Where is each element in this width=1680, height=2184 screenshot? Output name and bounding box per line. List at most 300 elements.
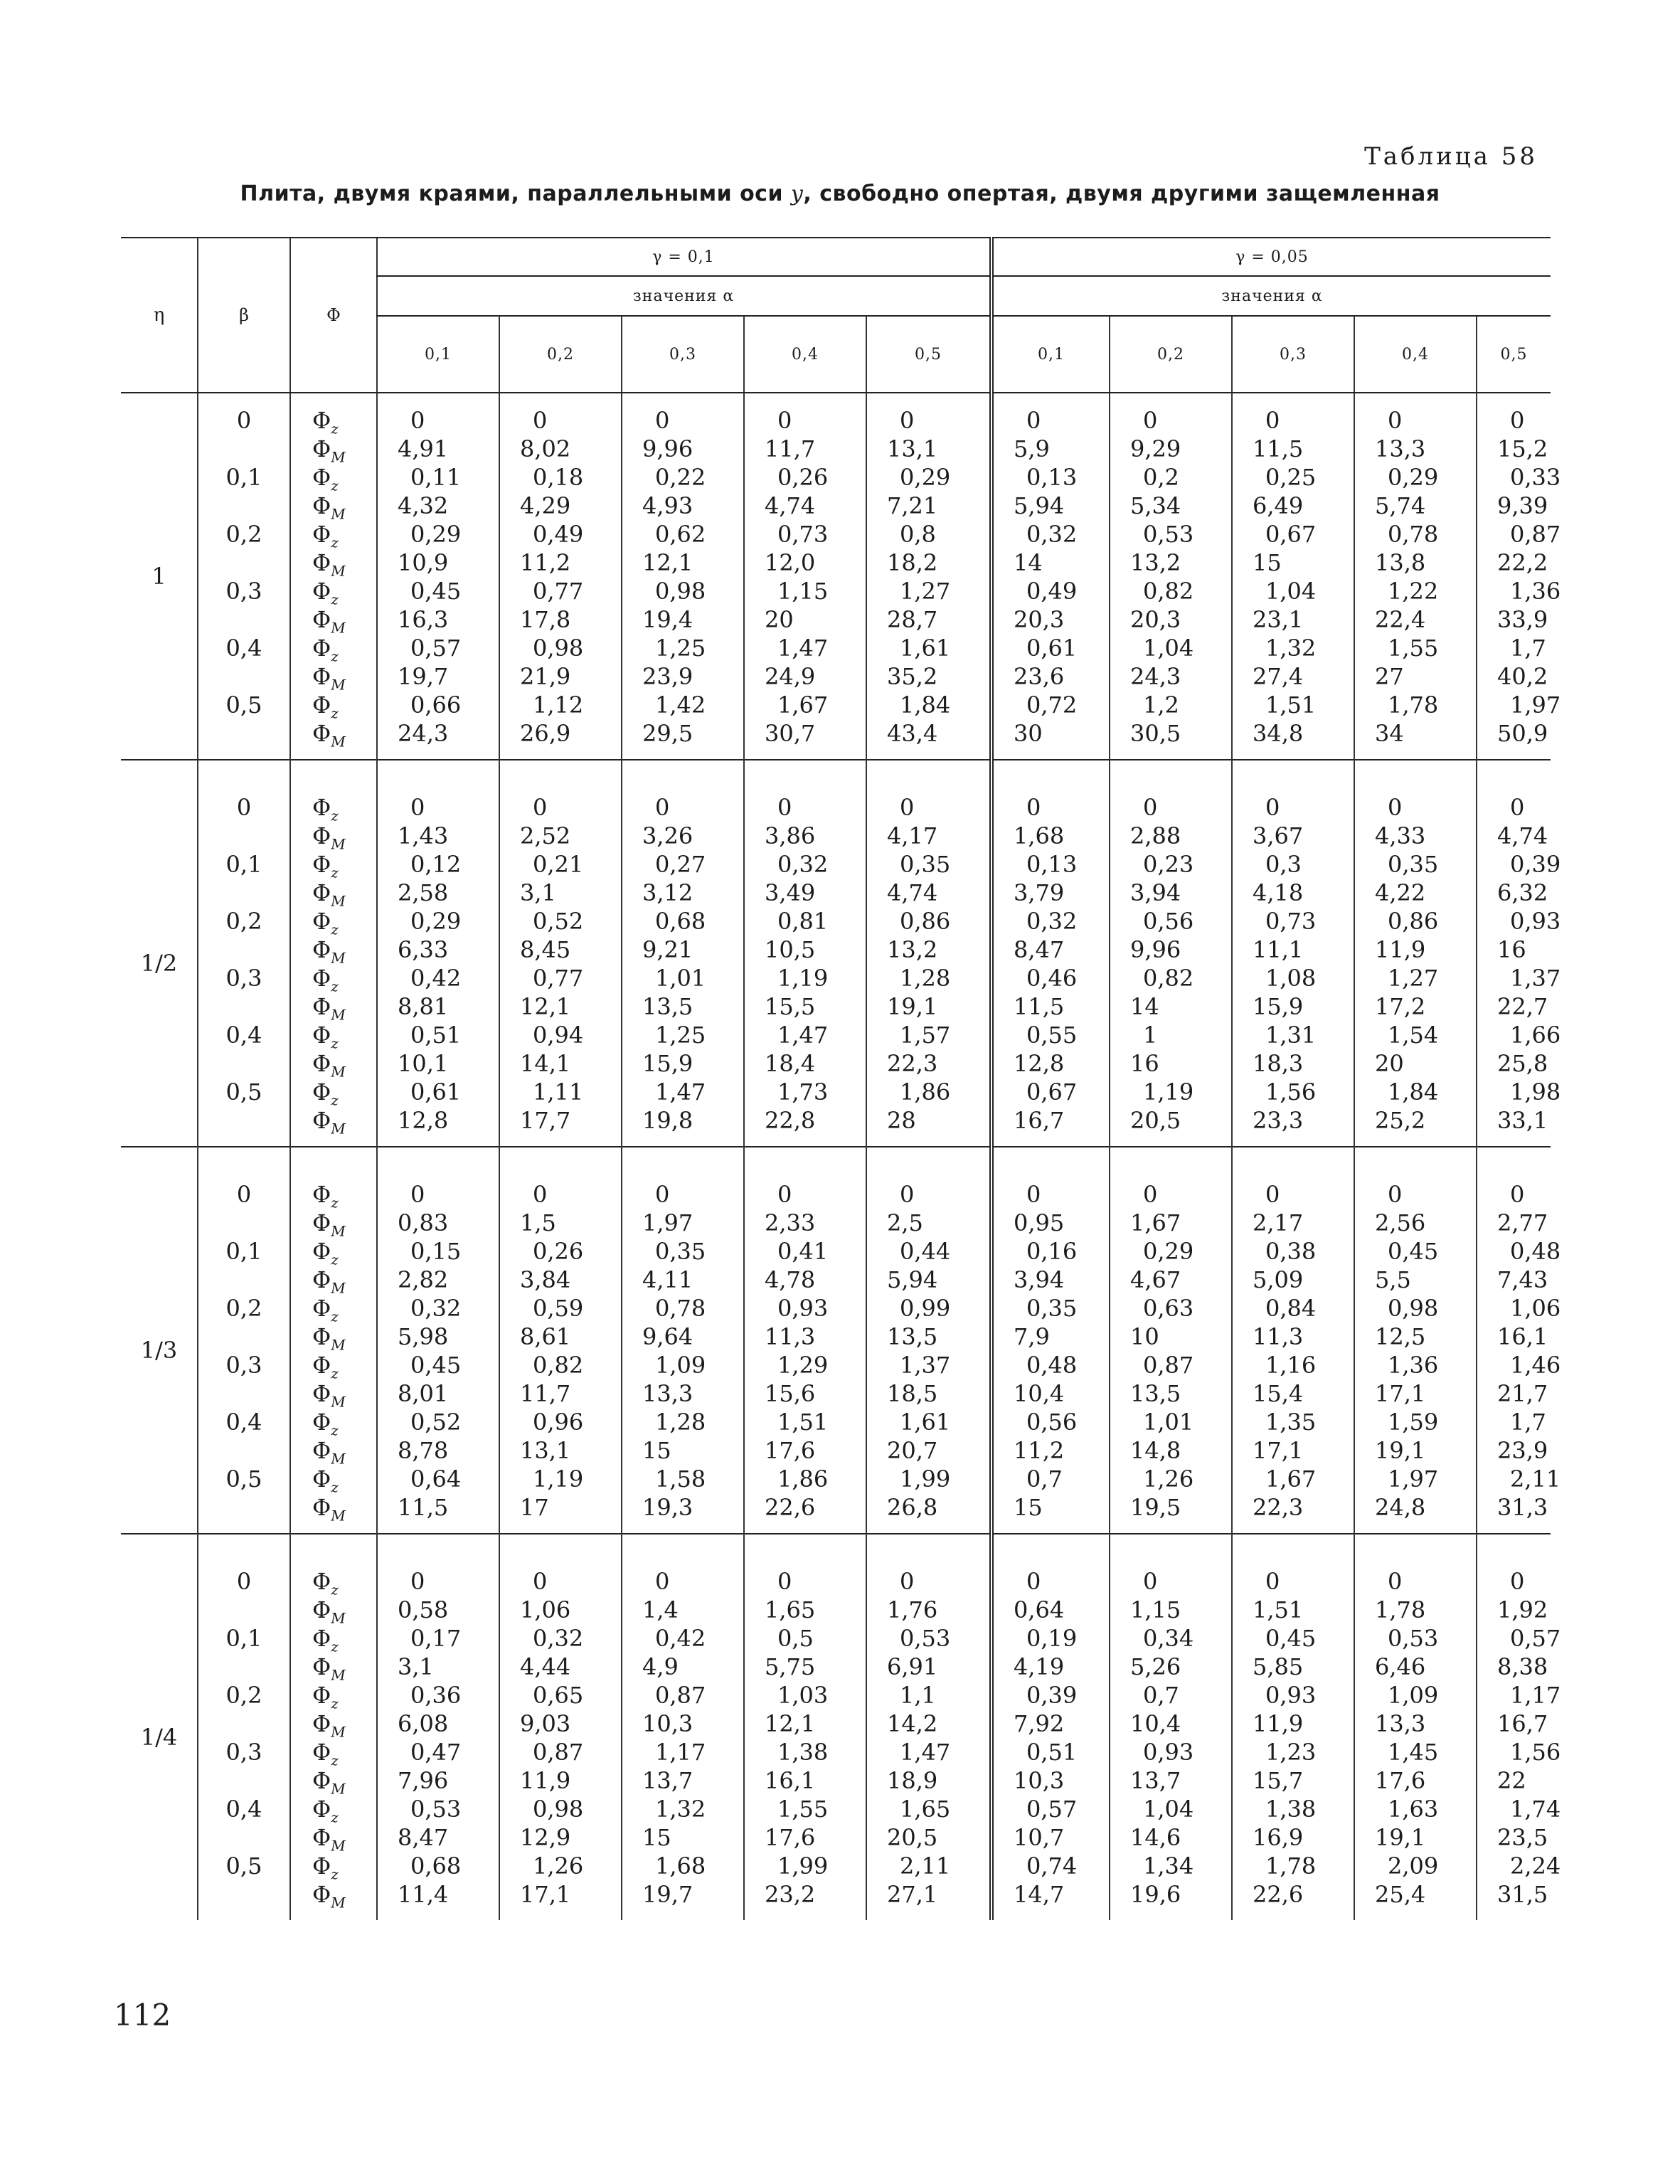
beta-column — [198, 780, 290, 1147]
phi-m-value: 3,86 — [765, 822, 816, 849]
phi-z-value: 0,25 — [1265, 464, 1317, 491]
phi-z-value: 0 — [1143, 1181, 1158, 1208]
phi-z-value: 0 — [777, 794, 792, 821]
phi-m-value: 9,29 — [1130, 435, 1181, 462]
beta-value: 0,4 — [225, 635, 262, 662]
phi-m-value: 5,94 — [887, 1266, 938, 1293]
phi-z-value: 2,09 — [1388, 1852, 1439, 1880]
phi-z-value: 0 — [1265, 1568, 1280, 1595]
phi-m-value: 3,1 — [398, 1653, 434, 1680]
value-column-g2-a4 — [1477, 1167, 1561, 1534]
value-column-g1-a1 — [499, 780, 622, 1147]
phi-z-value: 0 — [533, 794, 548, 821]
phi-z-value: 0,68 — [655, 908, 706, 935]
value-column-g1-a3 — [744, 1167, 866, 1534]
phi-z-value: 0,29 — [410, 521, 462, 548]
phi-m-value: 8,47 — [398, 1824, 449, 1851]
beta-value: 0 — [236, 1568, 252, 1595]
phi-m-value: 20 — [765, 606, 794, 633]
phi-z-label: $\Phi_z$ — [312, 1852, 339, 1883]
phi-z-value: 0,22 — [655, 464, 706, 491]
phi-z-value: 0,78 — [655, 1295, 706, 1322]
phi-z-value: 1,04 — [1143, 1796, 1194, 1823]
alpha-values-header-1: значения α — [377, 276, 991, 316]
alpha-values-header-2: значения α — [991, 276, 1551, 316]
phi-m-label: $\Phi_M$ — [312, 936, 346, 967]
alpha-col-g1-1: 0,2 — [499, 316, 622, 393]
value-column-g2-a4 — [1477, 780, 1561, 1147]
phi-z-value: 1,74 — [1510, 1796, 1561, 1823]
phi-z-value: 0,35 — [900, 851, 951, 878]
value-column-g1-a4 — [866, 780, 991, 1147]
phi-z-value: 0,45 — [410, 1352, 462, 1379]
caption-text-start: Плита, двумя краями, параллельными оси — [240, 181, 791, 206]
phi-m-value: 8,61 — [520, 1323, 571, 1350]
phi-m-value: 14,8 — [1130, 1437, 1181, 1464]
phi-z-value: 1,2 — [1143, 691, 1179, 719]
phi-m-value: 4,44 — [520, 1653, 571, 1680]
phi-m-value: 13,3 — [1375, 1710, 1426, 1737]
phi-z-value: 0,26 — [533, 1238, 584, 1265]
phi-m-value: 50,9 — [1497, 720, 1548, 747]
phi-m-value: 11,5 — [398, 1494, 449, 1521]
phi-z-value: 1,16 — [1265, 1352, 1317, 1379]
phi-m-value: 14,2 — [887, 1710, 938, 1737]
phi-z-value: 1,7 — [1510, 1409, 1546, 1436]
phi-z-value: 0 — [1388, 794, 1403, 821]
phi-z-value: 1,66 — [1510, 1022, 1561, 1049]
phi-m-value: 17,6 — [765, 1437, 816, 1464]
phi-z-value: 0,26 — [777, 464, 829, 491]
table-caption — [0, 181, 1680, 206]
eta-header: η — [121, 238, 198, 393]
phi-z-value: 0,68 — [410, 1852, 462, 1880]
phi-m-value: 31,5 — [1497, 1881, 1548, 1908]
phi-z-value: 1,55 — [1388, 635, 1439, 662]
phi-z-value: 1,23 — [1265, 1739, 1317, 1766]
phi-z-value: 0 — [1026, 407, 1041, 434]
phi-z-value: 1,19 — [777, 965, 829, 992]
phi-m-label: $\Phi_M$ — [312, 993, 346, 1024]
phi-z-value: 1,78 — [1265, 1852, 1317, 1880]
phi-z-value: 1,99 — [900, 1465, 951, 1493]
phi-m-value: 11,5 — [1014, 993, 1065, 1020]
phi-m-value: 19,4 — [642, 606, 693, 633]
group-separator — [121, 1147, 1551, 1167]
phi-z-value: 0,23 — [1143, 851, 1194, 878]
value-column-g1-a2 — [622, 780, 744, 1147]
beta-column — [198, 1554, 290, 1920]
phi-z-value: 0,47 — [410, 1739, 462, 1766]
beta-value: 0,5 — [225, 691, 262, 719]
phi-m-value: 4,32 — [398, 492, 449, 519]
phi-m-value: 16,9 — [1253, 1824, 1304, 1851]
phi-z-value: 0,3 — [1265, 851, 1302, 878]
phi-m-value: 0,64 — [1014, 1596, 1065, 1623]
phi-m-label: $\Phi_M$ — [312, 606, 346, 637]
phi-z-value: 0 — [533, 407, 548, 434]
phi-m-value: 12,9 — [520, 1824, 571, 1851]
beta-value: 0,1 — [225, 851, 262, 878]
phi-z-value: 0,45 — [1265, 1625, 1317, 1652]
value-column-g1-a1 — [499, 1167, 622, 1534]
phi-z-label: $\Phi_z$ — [312, 794, 339, 825]
phi-m-value: 12,8 — [398, 1107, 449, 1134]
phi-m-value: 17,1 — [1375, 1380, 1426, 1407]
phi-m-value: 17,1 — [1253, 1437, 1304, 1464]
phi-z-value: 1,47 — [777, 1022, 829, 1049]
phi-z-value: 2,24 — [1510, 1852, 1561, 1880]
value-column-g2-a3 — [1354, 780, 1477, 1147]
phi-m-value: 1,15 — [1130, 1596, 1181, 1623]
phi-m-value: 1,76 — [887, 1596, 938, 1623]
phi-m-value: 8,45 — [520, 936, 571, 963]
phi-m-value: 4,67 — [1130, 1266, 1181, 1293]
phi-z-value: 1,06 — [1510, 1295, 1561, 1322]
alpha-col-g2-3: 0,4 — [1354, 316, 1477, 393]
phi-z-value: 0 — [1026, 794, 1041, 821]
phi-z-value: 1,56 — [1510, 1739, 1561, 1766]
phi-m-value: 13,1 — [887, 435, 938, 462]
table-header — [121, 238, 1551, 393]
phi-m-value: 9,03 — [520, 1710, 571, 1737]
phi-z-value: 0,45 — [410, 578, 462, 605]
phi-z-label: $\Phi_z$ — [312, 1352, 339, 1382]
phi-m-value: 19,1 — [1375, 1437, 1426, 1464]
phi-m-value: 3,26 — [642, 822, 693, 849]
eta-value: 1 — [151, 563, 166, 590]
phi-z-value: 0,56 — [1143, 908, 1194, 935]
phi-z-value: 0 — [1510, 1568, 1525, 1595]
phi-z-value: 0,35 — [655, 1238, 706, 1265]
phi-z-label: $\Phi_z$ — [312, 635, 339, 665]
phi-column — [290, 1167, 377, 1534]
phi-z-value: 0,32 — [1026, 908, 1078, 935]
phi-z-value: 1,37 — [1510, 965, 1561, 992]
alpha-col-g1-3: 0,4 — [744, 316, 866, 393]
phi-z-value: 1,86 — [777, 1465, 829, 1493]
phi-z-value: 1,67 — [1265, 1465, 1317, 1493]
phi-z-value: 0,52 — [410, 1409, 462, 1436]
phi-z-value: 1,27 — [900, 578, 951, 605]
phi-m-value: 19,5 — [1130, 1494, 1181, 1521]
phi-m-value: 6,49 — [1253, 492, 1304, 519]
phi-m-value: 27 — [1375, 663, 1404, 690]
phi-z-label: $\Phi_z$ — [312, 521, 339, 551]
phi-m-value: 15,9 — [1253, 993, 1304, 1020]
value-column-g2-a2 — [1232, 1554, 1354, 1920]
phi-z-value: 1,08 — [1265, 965, 1317, 992]
phi-m-value: 14,6 — [1130, 1824, 1181, 1851]
phi-m-value: 1,65 — [765, 1596, 816, 1623]
phi-z-value: 0,7 — [1026, 1465, 1063, 1493]
phi-z-label: $\Phi_z$ — [312, 1078, 339, 1109]
phi-z-label: $\Phi_z$ — [312, 1409, 339, 1439]
phi-header: Φ — [290, 238, 377, 393]
phi-m-value: 5,26 — [1130, 1653, 1181, 1680]
phi-z-value: 0,46 — [1026, 965, 1078, 992]
phi-m-value: 14 — [1014, 549, 1043, 576]
phi-m-value: 34,8 — [1253, 720, 1304, 747]
phi-z-value: 1,46 — [1510, 1352, 1561, 1379]
phi-m-value: 3,67 — [1253, 822, 1304, 849]
phi-z-value: 1,59 — [1388, 1409, 1439, 1436]
phi-z-value: 1,17 — [655, 1739, 706, 1766]
beta-value: 0,2 — [225, 1682, 262, 1709]
phi-m-value: 16,1 — [765, 1767, 816, 1794]
beta-value: 0 — [236, 407, 252, 434]
phi-m-value: 5,5 — [1375, 1266, 1411, 1293]
phi-m-value: 17,6 — [1375, 1767, 1426, 1794]
phi-m-value: 12,1 — [642, 549, 693, 576]
phi-z-value: 0,87 — [1143, 1352, 1194, 1379]
phi-m-value: 30 — [1014, 720, 1043, 747]
value-column-g2-a3 — [1354, 1167, 1477, 1534]
beta-value: 0,4 — [225, 1796, 262, 1823]
value-column-g1-a3 — [744, 1554, 866, 1920]
beta-value: 0,2 — [225, 1295, 262, 1322]
phi-z-value: 0,42 — [410, 965, 462, 992]
phi-z-label: $\Phi_z$ — [312, 965, 339, 995]
phi-z-value: 0,8 — [900, 521, 936, 548]
beta-value: 0,1 — [225, 1625, 262, 1652]
phi-m-value: 11,7 — [520, 1380, 571, 1407]
phi-m-value: 23,3 — [1253, 1107, 1304, 1134]
phi-m-value: 3,49 — [765, 879, 816, 906]
phi-z-value: 0,48 — [1510, 1238, 1561, 1265]
phi-z-value: 0,98 — [1388, 1295, 1439, 1322]
phi-m-value: 4,29 — [520, 492, 571, 519]
phi-z-value: 0,16 — [1026, 1238, 1078, 1265]
phi-m-value: 27,4 — [1253, 663, 1304, 690]
phi-m-value: 4,22 — [1375, 879, 1426, 906]
phi-z-label: $\Phi_z$ — [312, 1022, 339, 1052]
phi-z-value: 0,35 — [1026, 1295, 1078, 1322]
alpha-col-g2-1: 0,2 — [1110, 316, 1232, 393]
value-column-g1-a1 — [499, 393, 622, 760]
value-column-g1-a1 — [499, 1554, 622, 1920]
phi-m-value: 7,43 — [1497, 1266, 1548, 1293]
phi-m-label: $\Phi_M$ — [312, 1653, 346, 1684]
phi-m-value: 18,2 — [887, 549, 938, 576]
phi-m-value: 11,2 — [1014, 1437, 1065, 1464]
phi-m-value: 12,8 — [1014, 1050, 1065, 1077]
phi-m-value: 4,18 — [1253, 879, 1304, 906]
phi-z-value: 0,12 — [410, 851, 462, 878]
phi-m-value: 4,19 — [1014, 1653, 1065, 1680]
phi-m-value: 10,4 — [1130, 1710, 1181, 1737]
phi-z-value: 1,34 — [1143, 1852, 1194, 1880]
phi-z-value: 1,29 — [777, 1352, 829, 1379]
phi-m-value: 4,91 — [398, 435, 449, 462]
phi-m-value: 12,1 — [765, 1710, 816, 1737]
phi-z-value: 0,44 — [900, 1238, 951, 1265]
phi-z-value: 0,57 — [410, 635, 462, 662]
phi-m-value: 11,9 — [1253, 1710, 1304, 1737]
phi-m-value: 16,3 — [398, 606, 449, 633]
phi-m-value: 5,9 — [1014, 435, 1050, 462]
phi-m-value: 17,8 — [520, 606, 571, 633]
value-column-g1-a2 — [622, 1167, 744, 1534]
phi-m-label: $\Phi_M$ — [312, 663, 346, 694]
phi-m-label: $\Phi_M$ — [312, 1050, 346, 1081]
phi-m-value: 7,96 — [398, 1767, 449, 1794]
phi-m-value: 0,83 — [398, 1209, 449, 1236]
phi-z-value: 1,04 — [1265, 578, 1317, 605]
phi-z-value: 1 — [1143, 1022, 1158, 1049]
table-number: Таблица 58 — [1364, 142, 1538, 171]
phi-z-value: 1,37 — [900, 1352, 951, 1379]
phi-m-value: 9,96 — [1130, 936, 1181, 963]
phi-m-value: 5,94 — [1014, 492, 1065, 519]
phi-m-value: 1,78 — [1375, 1596, 1426, 1623]
phi-z-value: 1,17 — [1510, 1682, 1561, 1709]
phi-z-value: 0 — [410, 1181, 425, 1208]
phi-z-value: 0,61 — [410, 1078, 462, 1106]
phi-z-value: 1,25 — [655, 1022, 706, 1049]
phi-m-value: 31,3 — [1497, 1494, 1548, 1521]
phi-z-value: 0,29 — [1388, 464, 1439, 491]
phi-z-label: $\Phi_z$ — [312, 851, 339, 881]
phi-z-value: 0 — [777, 1181, 792, 1208]
phi-m-value: 2,17 — [1253, 1209, 1304, 1236]
alpha-col-g2-4: 0,5 — [1477, 316, 1551, 393]
phi-z-value: 1,68 — [655, 1852, 706, 1880]
beta-value: 0,3 — [225, 1352, 262, 1379]
phi-m-value: 1,43 — [398, 822, 449, 849]
phi-m-value: 15,4 — [1253, 1380, 1304, 1407]
phi-z-value: 0 — [410, 407, 425, 434]
phi-m-label: $\Phi_M$ — [312, 435, 346, 466]
phi-m-value: 1,51 — [1253, 1596, 1304, 1623]
phi-m-value: 18,4 — [765, 1050, 816, 1077]
phi-m-label: $\Phi_M$ — [312, 720, 346, 751]
value-column-g2-a3 — [1354, 1554, 1477, 1920]
phi-m-value: 5,09 — [1253, 1266, 1304, 1293]
phi-z-value: 0,2 — [1143, 464, 1179, 491]
phi-z-value: 0,45 — [1388, 1238, 1439, 1265]
phi-m-value: 2,82 — [398, 1266, 449, 1293]
phi-z-value: 0 — [1510, 1181, 1525, 1208]
phi-z-value: 0 — [900, 1568, 915, 1595]
table-group-row — [121, 393, 1551, 760]
phi-z-label: $\Phi_z$ — [312, 1465, 339, 1496]
phi-m-value: 12,5 — [1375, 1323, 1426, 1350]
phi-m-value: 20,3 — [1130, 606, 1181, 633]
phi-z-value: 0,72 — [1026, 691, 1078, 719]
phi-z-value: 1,38 — [777, 1739, 829, 1766]
phi-z-value: 0 — [1026, 1181, 1041, 1208]
phi-m-value: 13,3 — [642, 1380, 693, 1407]
phi-m-value: 10 — [1130, 1323, 1159, 1350]
phi-z-value: 0,52 — [533, 908, 584, 935]
value-column-g2-a1 — [1110, 780, 1232, 1147]
phi-m-value: 4,9 — [642, 1653, 679, 1680]
phi-m-value: 3,94 — [1014, 1266, 1065, 1293]
phi-z-value: 0,57 — [1510, 1625, 1561, 1652]
phi-m-value: 20 — [1375, 1050, 1404, 1077]
phi-z-value: 1,57 — [900, 1022, 951, 1049]
phi-z-value: 0,64 — [410, 1465, 462, 1493]
phi-z-value: 0,94 — [533, 1022, 584, 1049]
beta-value: 0,3 — [225, 578, 262, 605]
phi-m-value: 9,39 — [1497, 492, 1548, 519]
phi-m-label: $\Phi_M$ — [312, 1494, 346, 1525]
phi-m-value: 10,9 — [398, 549, 449, 576]
phi-z-value: 0,29 — [900, 464, 951, 491]
alpha-col-g1-0: 0,1 — [377, 316, 499, 393]
phi-z-value: 0 — [900, 794, 915, 821]
phi-m-value: 12,1 — [520, 993, 571, 1020]
phi-z-value: 0 — [1388, 1568, 1403, 1595]
phi-z-value: 2,11 — [1510, 1465, 1561, 1493]
phi-z-value: 0,51 — [410, 1022, 462, 1049]
phi-z-value: 0,5 — [777, 1625, 814, 1652]
phi-m-value: 24,3 — [1130, 663, 1181, 690]
phi-m-value: 11,9 — [1375, 936, 1426, 963]
phi-m-value: 5,74 — [1375, 492, 1426, 519]
value-column-g1-a3 — [744, 780, 866, 1147]
phi-z-value: 1,55 — [777, 1796, 829, 1823]
phi-z-value: 0,67 — [1265, 521, 1317, 548]
beta-value: 0,1 — [225, 1238, 262, 1265]
phi-m-value: 20,3 — [1014, 606, 1065, 633]
phi-m-value: 2,56 — [1375, 1209, 1426, 1236]
phi-z-value: 1,45 — [1388, 1739, 1439, 1766]
phi-z-value: 1,51 — [1265, 691, 1317, 719]
phi-z-value: 0,32 — [410, 1295, 462, 1322]
phi-m-value: 22,7 — [1497, 993, 1548, 1020]
phi-m-value: 13,2 — [1130, 549, 1181, 576]
phi-z-value: 0,39 — [1510, 851, 1561, 878]
phi-z-label: $\Phi_z$ — [312, 1682, 339, 1712]
phi-z-label: $\Phi_z$ — [312, 1295, 339, 1325]
phi-z-value: 0,98 — [533, 635, 584, 662]
phi-z-value: 0,39 — [1026, 1682, 1078, 1709]
phi-m-value: 4,74 — [765, 492, 816, 519]
phi-z-value: 1,54 — [1388, 1022, 1439, 1049]
phi-m-value: 4,33 — [1375, 822, 1426, 849]
phi-m-value: 1,4 — [642, 1596, 679, 1623]
phi-z-value: 0,53 — [410, 1796, 462, 1823]
phi-m-value: 28,7 — [887, 606, 938, 633]
phi-m-value: 8,81 — [398, 993, 449, 1020]
coefficient-table — [121, 237, 1561, 1920]
phi-z-value: 0 — [1143, 794, 1158, 821]
phi-m-value: 7,92 — [1014, 1710, 1065, 1737]
phi-z-value: 0,36 — [410, 1682, 462, 1709]
phi-m-value: 10,4 — [1014, 1380, 1065, 1407]
phi-z-value: 1,61 — [900, 1409, 951, 1436]
beta-value: 0,4 — [225, 1409, 262, 1436]
value-column-g1-a2 — [622, 1554, 744, 1920]
phi-m-value: 10,1 — [398, 1050, 449, 1077]
phi-z-value: 1,99 — [777, 1852, 829, 1880]
phi-m-value: 3,79 — [1014, 879, 1065, 906]
phi-z-value: 1,61 — [900, 635, 951, 662]
phi-z-value: 0,55 — [1026, 1022, 1078, 1049]
phi-m-value: 21,7 — [1497, 1380, 1548, 1407]
phi-z-value: 0,13 — [1026, 464, 1078, 491]
phi-z-value: 1,78 — [1388, 691, 1439, 719]
phi-z-value: 1,26 — [1143, 1465, 1194, 1493]
caption-variable: y — [790, 181, 804, 206]
phi-z-value: 1,19 — [1143, 1078, 1194, 1106]
phi-z-value: 0,82 — [1143, 578, 1194, 605]
phi-z-value: 1,98 — [1510, 1078, 1561, 1106]
phi-m-value: 30,5 — [1130, 720, 1181, 747]
phi-m-value: 0,58 — [398, 1596, 449, 1623]
